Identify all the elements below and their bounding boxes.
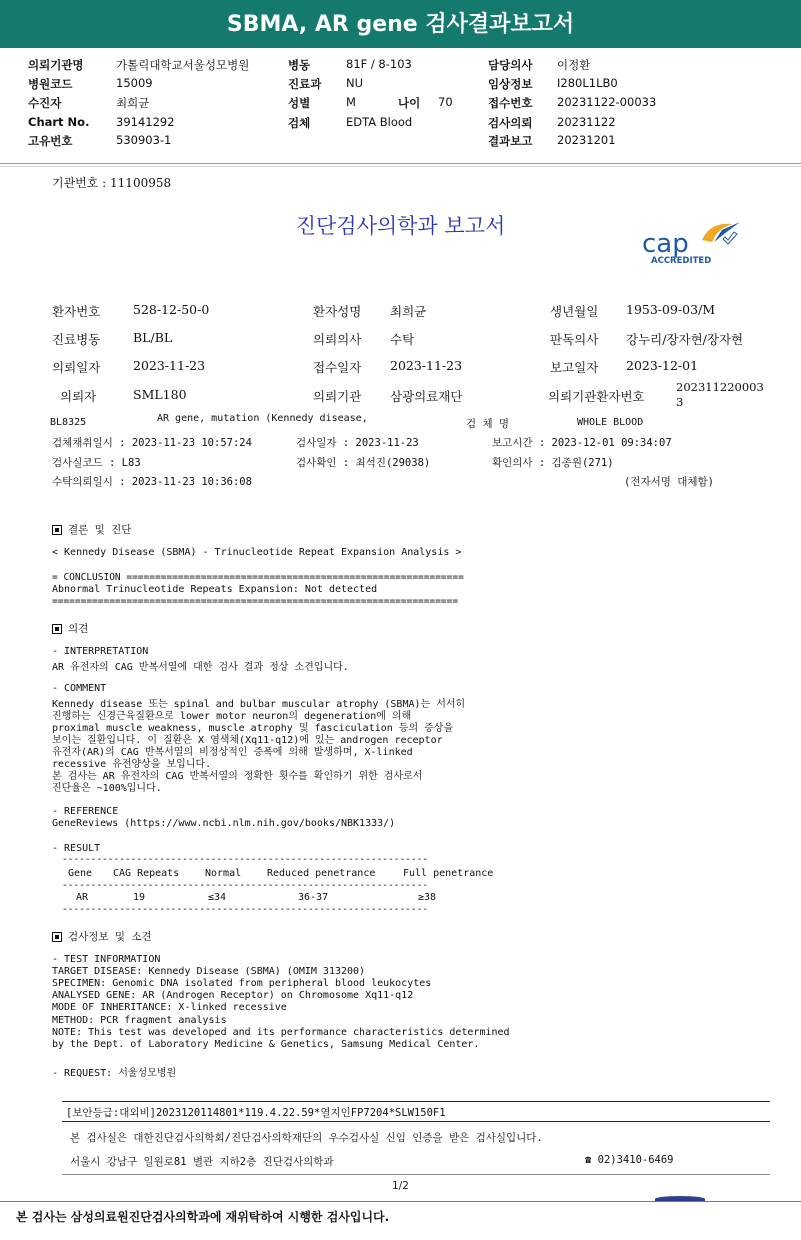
security-line: [보안등급:대외비]2023120114801*119.4.22.59*열지인FP7204*SLW150F1 bbox=[66, 1107, 446, 1119]
header-value: 20231122 bbox=[557, 115, 616, 129]
patient-value: 수탁 bbox=[390, 332, 415, 347]
header-value: I280L1LB0 bbox=[557, 76, 618, 90]
result-col-header: CAG Repeats bbox=[113, 868, 180, 879]
header-divider bbox=[0, 166, 801, 167]
patient-value: SML180 bbox=[133, 387, 187, 402]
result-dash: ---------------------------------------------------------------- bbox=[62, 880, 429, 891]
header-value: NU bbox=[346, 76, 364, 90]
patient-value: 202311220003 bbox=[676, 380, 764, 394]
header-value: 20231122-00033 bbox=[557, 95, 657, 109]
conclusion-line: = CONCLUSION =========================================================== bbox=[52, 572, 464, 583]
patient-label: 진료병동 bbox=[52, 332, 101, 347]
header-value: EDTA Blood bbox=[346, 115, 413, 129]
header-value: 15009 bbox=[116, 76, 153, 90]
header-label: 의뢰기관명 bbox=[28, 58, 84, 72]
reference-text: GeneReviews (https://www.ncbi.nlm.nih.gov/books/NBK1333/) bbox=[52, 818, 396, 829]
test-info-line: TARGET DISEASE: Kennedy Disease (SBMA) (OMIM 313200) bbox=[52, 966, 366, 977]
header-value: 39141292 bbox=[116, 115, 175, 129]
header-value: 81F / 8-103 bbox=[346, 57, 412, 71]
cap-logo-icon bbox=[640, 218, 750, 268]
age-label: 나이 bbox=[398, 96, 421, 110]
result-col-header: Reduced penetrance bbox=[267, 868, 376, 879]
footer-divider bbox=[62, 1101, 770, 1102]
cap-sub: ACCREDITED bbox=[651, 256, 712, 266]
patient-value: 강누리/장자현/장자현 bbox=[626, 332, 744, 347]
comment-head: - COMMENT bbox=[52, 683, 107, 694]
interpretation-text: AR 유전자의 CAG 반복서열에 대한 검사 결과 정상 소견입니다. bbox=[52, 662, 349, 673]
header-label: 진료과 bbox=[288, 77, 322, 91]
test-name: AR gene, mutation (Kennedy disease, bbox=[157, 413, 368, 424]
patient-value: 2023-11-23 bbox=[133, 358, 206, 373]
request: - REQUEST: 서울성모병원 bbox=[52, 1068, 177, 1079]
page-title: SBMA, AR gene 검사결과보고서 bbox=[0, 0, 801, 48]
result-head: - RESULT bbox=[52, 843, 101, 854]
result-cell: ≥38 bbox=[418, 892, 437, 903]
header-label: 병동 bbox=[288, 58, 311, 72]
page-divider bbox=[0, 1201, 801, 1202]
patient-label: 판독의사 bbox=[550, 332, 599, 347]
header-label: 병원코드 bbox=[28, 77, 73, 91]
result-cell: ≤34 bbox=[208, 892, 227, 903]
conclusion-text: Abnormal Trinucleotide Repeats Expansion: Not detected bbox=[52, 584, 378, 595]
footer-divider bbox=[62, 1174, 770, 1175]
test-info-line: NOTE: This test was developed and its performance characteristics determined bbox=[52, 1027, 510, 1038]
section-bullet-icon bbox=[52, 624, 62, 634]
header-label: 담당의사 bbox=[488, 58, 533, 72]
patient-value: BL/BL bbox=[133, 330, 173, 345]
patient-value: 2023-12-01 bbox=[626, 358, 699, 373]
test-info-line: SPECIMEN: Genomic DNA isolated from peripheral blood leukocytes bbox=[52, 978, 432, 989]
test-info-line: ANALYSED GENE: AR (Androgen Receptor) on Chromosome Xq11-q12 bbox=[52, 990, 414, 1001]
header-label: 고유번호 bbox=[28, 134, 73, 148]
comment-line: 진단율은 ~100%입니다. bbox=[52, 783, 162, 794]
cap-text: cap bbox=[642, 229, 689, 259]
header-label: 결과보고 bbox=[488, 134, 533, 148]
tester: 검사확인 : 최석진(29038) bbox=[296, 457, 431, 469]
section-test-info-title: 검사정보 및 소견 bbox=[68, 931, 152, 943]
patient-label: 생년월일 bbox=[550, 304, 599, 319]
test-info-line: by the Dept. of Laboratory Medicine & Genetics, Samsung Medical Center. bbox=[52, 1039, 480, 1050]
patient-label: 환자번호 bbox=[52, 304, 101, 319]
patient-value: 최희균 bbox=[390, 304, 427, 319]
specimen-label: 검 체 명 bbox=[466, 418, 510, 430]
patient-value: 1953-09-03/M bbox=[626, 302, 716, 317]
footer-divider bbox=[62, 1121, 770, 1122]
comment-line: 진행하는 신경근육질환으로 lower motor neuron의 degeneration에 의해 bbox=[52, 711, 412, 722]
bottom-notice: 본 검사는 삼성의료원진단검사의학과에 재위탁하여 시행한 검사입니다. bbox=[16, 1210, 390, 1224]
comment-line: 본 검사는 AR 유전자의 CAG 반복서열의 정확한 횟수를 확인하기 위한 검사로서 bbox=[52, 771, 423, 782]
test-info-line: METHOD: PCR fragment analysis bbox=[52, 1015, 227, 1026]
patient-label: 의뢰의사 bbox=[313, 332, 362, 347]
collect-time: 검체채취일시 : 2023-11-23 10:57:24 bbox=[52, 437, 252, 449]
header-divider bbox=[0, 163, 801, 164]
section-conclusion bbox=[52, 522, 131, 537]
confirm-doctor: 확인의사 : 김종원(271) bbox=[492, 457, 614, 469]
test-info-head: - TEST INFORMATION bbox=[52, 954, 161, 965]
header-label: 수진자 bbox=[28, 96, 62, 110]
received-time: 수탁의뢰일시 : 2023-11-23 10:36:08 bbox=[52, 476, 252, 488]
specimen-value: WHOLE BLOOD bbox=[577, 417, 644, 428]
header-label: 검체 bbox=[288, 116, 311, 130]
result-col-header: Full penetrance bbox=[403, 868, 494, 879]
section-opinion bbox=[52, 621, 88, 636]
result-dash: ---------------------------------------------------------------- bbox=[62, 904, 429, 915]
interpretation-head: - INTERPRETATION bbox=[52, 646, 149, 657]
header-value: 20231201 bbox=[557, 133, 616, 147]
patient-label: 의뢰기관환자번호 bbox=[548, 389, 645, 404]
patient-label: 의뢰자 bbox=[60, 389, 97, 404]
section-test-info bbox=[52, 929, 152, 944]
patient-value-cont: 3 bbox=[676, 395, 684, 409]
room-code: 검사실코드 : L83 bbox=[52, 457, 141, 469]
lab-phone: ☎ 02)3410-6469 bbox=[585, 1154, 674, 1166]
comment-line: Kennedy disease 또는 spinal and bulbar muscular atrophy (SBMA)는 서서히 bbox=[52, 699, 466, 710]
result-cell: AR bbox=[76, 892, 89, 903]
page-number: 1/2 bbox=[392, 1180, 409, 1192]
patient-label: 환자성명 bbox=[313, 304, 362, 319]
patient-value: 2023-11-23 bbox=[390, 358, 463, 373]
comment-line: 유전자(AR)의 CAG 반복서열의 비정상적인 증폭에 의해 발생하며, X-linked bbox=[52, 747, 413, 758]
header-value: 이정환 bbox=[557, 58, 591, 72]
cap-accredited-logo bbox=[640, 218, 750, 268]
header-value: M bbox=[346, 95, 356, 109]
header-label: 임상정보 bbox=[488, 77, 533, 91]
header-label: 성별 bbox=[288, 96, 311, 110]
section-opinion-title: 의견 bbox=[68, 623, 89, 635]
result-cell: 19 bbox=[133, 892, 146, 903]
result-cell: 36-37 bbox=[298, 892, 329, 903]
comment-line: 보이는 질환입니다. 이 질환은 X 염색체(Xq11-q12)에 있는 androgen receptor bbox=[52, 735, 443, 746]
report-time: 보고시간 : 2023-12-01 09:34:07 bbox=[492, 437, 672, 449]
section-bullet-icon bbox=[52, 525, 62, 535]
conclusion-end: ======================================================================= bbox=[52, 596, 459, 607]
test-code: BL8325 bbox=[50, 417, 87, 428]
reference-head: - REFERENCE bbox=[52, 806, 119, 817]
age-value: 70 bbox=[438, 95, 453, 109]
esign-note: (전자서명 대체함) bbox=[624, 476, 714, 488]
result-col-header: Gene bbox=[68, 868, 93, 879]
patient-label: 접수일자 bbox=[313, 360, 362, 375]
header-label: Chart No. bbox=[28, 115, 90, 129]
comment-line: proximal muscle weakness, muscle atrophy 및 fasciculation 등의 증상을 bbox=[52, 723, 454, 734]
header-label: 검사의뢰 bbox=[488, 116, 533, 130]
lab-address: 서울시 강남구 일원로81 별관 지하2층 진단검사의학과 bbox=[70, 1156, 334, 1168]
header-label: 접수번호 bbox=[488, 96, 533, 110]
header-value: 530903-1 bbox=[116, 133, 172, 147]
patient-value: 삼광의료재단 bbox=[390, 389, 463, 404]
patient-label: 의뢰일자 bbox=[52, 360, 101, 375]
patient-label: 보고일자 bbox=[550, 360, 599, 375]
patient-label: 의뢰기관 bbox=[313, 389, 362, 404]
header-value: 가톨릭대학교서울성모병원 bbox=[116, 58, 250, 72]
test-info-line: MODE OF INHERITANCE: X-linked recessive bbox=[52, 1002, 287, 1013]
section-bullet-icon bbox=[52, 932, 62, 942]
report-title: 진단검사의학과 보고서 bbox=[295, 214, 506, 238]
patient-value: 528-12-50-0 bbox=[133, 302, 210, 317]
comment-line: recessive 유전양상을 보입니다. bbox=[52, 759, 212, 770]
header-value: 최희균 bbox=[116, 96, 150, 110]
result-col-header: Normal bbox=[205, 868, 242, 879]
result-dash: ---------------------------------------------------------------- bbox=[62, 854, 429, 865]
certification-text: 본 검사실은 대한진단검사의학회/진단검사의학재단의 우수검사실 신임 인증을 받은 검사실입니다. bbox=[70, 1132, 543, 1144]
institution-number: 기관번호 : 11100958 bbox=[52, 176, 172, 190]
analysis-title: < Kennedy Disease (SBMA) - Trinucleotide Repeat Expansion Analysis > bbox=[52, 547, 462, 558]
test-date: 검사일자 : 2023-11-23 bbox=[296, 437, 419, 449]
section-conclusion-title: 결론 및 진단 bbox=[68, 524, 132, 536]
